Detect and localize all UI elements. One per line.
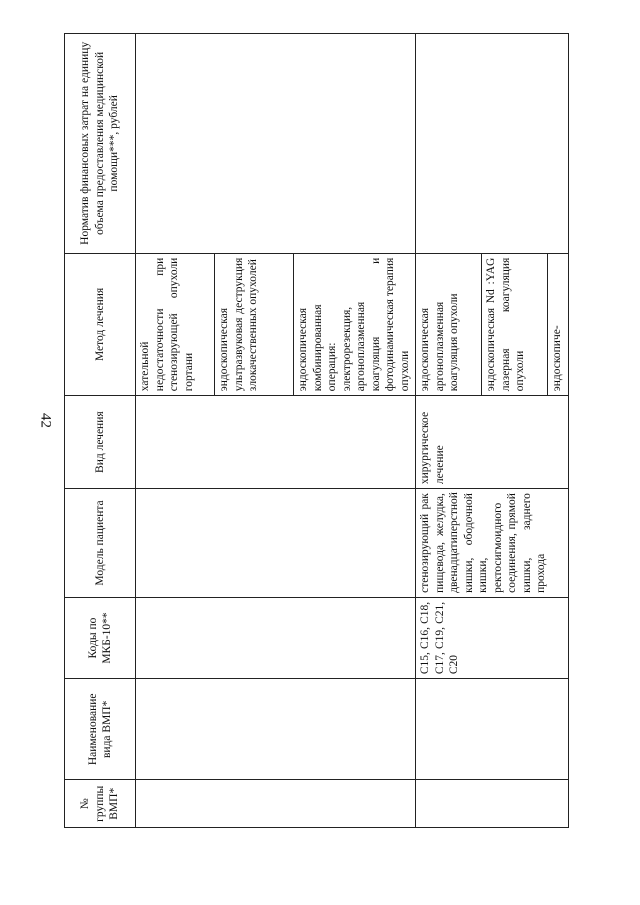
cell-treatment-type <box>136 396 416 489</box>
cell-icd-codes: C15, C16, C18, C17, C19, C21, C20 <box>416 597 569 678</box>
cell-treatment-methods <box>136 253 416 396</box>
header-type-name: Наименование вида ВМП* <box>65 679 136 780</box>
cell-treatment-type: хирургическое лечение <box>416 396 569 489</box>
cell-patient-model <box>136 489 416 598</box>
cell-type-name <box>416 679 569 780</box>
method-item: эндоскопическая аргоноплазменная коагуляция опухоли <box>416 254 482 396</box>
method-item: хательной недостаточности при стенозирующей опухоли гортани <box>136 254 215 396</box>
cell-treatment-methods <box>416 253 569 396</box>
header-row <box>65 34 136 828</box>
cell-cost-standard <box>416 34 569 254</box>
header-treatment-type: Вид лечения <box>65 396 136 489</box>
table-row <box>416 34 569 828</box>
table-row <box>136 34 416 828</box>
cell-group-no <box>416 780 569 828</box>
method-item: эндоскопиче- <box>551 325 563 392</box>
header-cost-standard: Норматив финансовых затрат на единицу объема предоставления медицинской помощи***, рублей <box>65 34 136 254</box>
table-rotated-wrapper <box>64 33 562 828</box>
header-group-no: № группы ВМП* <box>65 780 136 828</box>
header-icd-codes: Коды по МКБ-10** <box>65 597 136 678</box>
header-treatment-method: Метод лечения <box>65 253 136 396</box>
cell-group-no <box>136 780 416 828</box>
cell-patient-model: стенозирующий рак пищевода, желудка, двенадцатиперстной кишки, ободочной кишки, ректосигмоидного соединения, прямой кишки, заднего прохода <box>416 489 569 598</box>
header-patient-model: Модель пациента <box>65 489 136 598</box>
cell-type-name <box>136 679 416 780</box>
page-number: 42 <box>37 413 54 428</box>
cell-icd-codes <box>136 597 416 678</box>
method-item: эндоскопическая Nd :YAG лазерная коагуляция опухоли <box>482 254 548 396</box>
vmp-table <box>64 33 569 828</box>
method-item: эндоскопическая ультразвуковая деструкция злокачественных опухолей <box>215 254 294 396</box>
cell-cost-standard <box>136 34 416 254</box>
method-item: эндоскопическая комбинированная операция: электрорезекция, аргоноплазменная коагуляция и фотодинамическая терапия опухоли <box>297 257 411 392</box>
